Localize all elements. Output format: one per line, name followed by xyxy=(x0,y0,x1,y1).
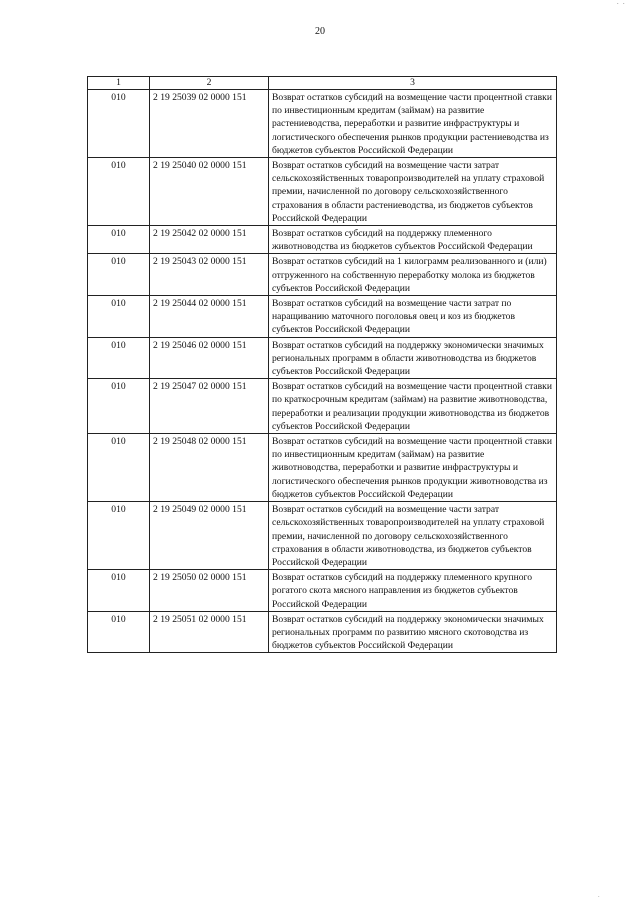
budget-code-cell: 2 19 25046 02 0000 151 xyxy=(150,337,269,379)
description-cell: Возврат остатков субсидий на возмещение части процентной ставки по инвестиционным кредитам (займам) на развитие растениеводства, переработки и развитие инфраструктуры и логистического обеспечения рынков продукции растениеводства из бюджетов субъектов Российской Федерации xyxy=(269,90,557,158)
table-row xyxy=(88,158,557,226)
budget-code-cell: 2 19 25048 02 0000 151 xyxy=(150,434,269,502)
description-cell: Возврат остатков субсидий на 1 килограмм реализованного и (или) отгруженного на собственную переработку молока из бюджетов субъектов Российской Федерации xyxy=(269,254,557,296)
column-header-3: 3 xyxy=(269,77,557,90)
admin-code-cell: 010 xyxy=(88,296,150,338)
description-cell: Возврат остатков субсидий на возмещение части процентной ставки по краткосрочным кредитам (займам) на развитие животноводства, переработки и реализации продукции животноводства из бюджетов субъектов Российской Федерации xyxy=(269,379,557,434)
description-cell: Возврат остатков субсидий на возмещение части затрат сельскохозяйственных товаропроизводителей на уплату страховой премии, начисленной по договору сельскохозяйственного страхования в области животноводства, из бюджетов субъектов Российской Федерации xyxy=(269,502,557,570)
admin-code-cell: 010 xyxy=(88,434,150,502)
admin-code-cell: 010 xyxy=(88,90,150,158)
corner-mark: · · xyxy=(616,0,626,8)
budget-codes-table xyxy=(87,76,557,653)
description-cell: Возврат остатков субсидий на возмещение части процентной ставки по инвестиционным кредитам (займам) на развитие животноводства, переработки и развитие инфраструктуры и логистического обеспечения рынков продукции животноводства из бюджетов субъектов Российской Федерации xyxy=(269,434,557,502)
admin-code-cell: 010 xyxy=(88,254,150,296)
admin-code-cell: 010 xyxy=(88,611,150,653)
table-row xyxy=(88,502,557,570)
budget-code-cell: 2 19 25040 02 0000 151 xyxy=(150,158,269,226)
table-body xyxy=(88,90,557,653)
admin-code-cell: 010 xyxy=(88,337,150,379)
budget-code-cell: 2 19 25047 02 0000 151 xyxy=(150,379,269,434)
description-cell: Возврат остатков субсидий на поддержку экономически значимых региональных программ по развитию мясного скотоводства из бюджетов субъектов Российской Федерации xyxy=(269,611,557,653)
table-row xyxy=(88,226,557,254)
budget-code-cell: 2 19 25050 02 0000 151 xyxy=(150,570,269,612)
table-row xyxy=(88,379,557,434)
column-header-2: 2 xyxy=(150,77,269,90)
budget-code-cell: 2 19 25039 02 0000 151 xyxy=(150,90,269,158)
table-row xyxy=(88,254,557,296)
admin-code-cell: 010 xyxy=(88,502,150,570)
budget-code-cell: 2 19 25043 02 0000 151 xyxy=(150,254,269,296)
admin-code-cell: 010 xyxy=(88,570,150,612)
budget-code-cell: 2 19 25051 02 0000 151 xyxy=(150,611,269,653)
description-cell: Возврат остатков субсидий на поддержку племенного животноводства из бюджетов субъектов Российской Федерации xyxy=(269,226,557,254)
table-row xyxy=(88,296,557,338)
corner-mark-bottom: · xyxy=(597,893,600,901)
description-cell: Возврат остатков субсидий на поддержку племенного крупного рогатого скота мясного направления из бюджетов субъектов Российской Федерации xyxy=(269,570,557,612)
admin-code-cell: 010 xyxy=(88,158,150,226)
column-header-1: 1 xyxy=(88,77,150,90)
table-row xyxy=(88,434,557,502)
table-header-row xyxy=(88,77,557,90)
budget-code-cell: 2 19 25049 02 0000 151 xyxy=(150,502,269,570)
budget-code-cell: 2 19 25042 02 0000 151 xyxy=(150,226,269,254)
description-cell: Возврат остатков субсидий на возмещение части затрат сельскохозяйственных товаропроизводителей на уплату страховой премии, начисленной по договору сельскохозяйственного страхования в области растениеводства, из бюджетов субъектов Российской Федерации xyxy=(269,158,557,226)
table-row xyxy=(88,570,557,612)
table-row xyxy=(88,337,557,379)
admin-code-cell: 010 xyxy=(88,226,150,254)
page-number: 20 xyxy=(315,26,325,37)
description-cell: Возврат остатков субсидий на возмещение части затрат по наращиванию маточного поголовья овец и коз из бюджетов субъектов Российской Федерации xyxy=(269,296,557,338)
table-row xyxy=(88,611,557,653)
table-row xyxy=(88,90,557,158)
admin-code-cell: 010 xyxy=(88,379,150,434)
budget-code-cell: 2 19 25044 02 0000 151 xyxy=(150,296,269,338)
description-cell: Возврат остатков субсидий на поддержку экономически значимых региональных программ в области животноводства из бюджетов субъектов Российской Федерации xyxy=(269,337,557,379)
